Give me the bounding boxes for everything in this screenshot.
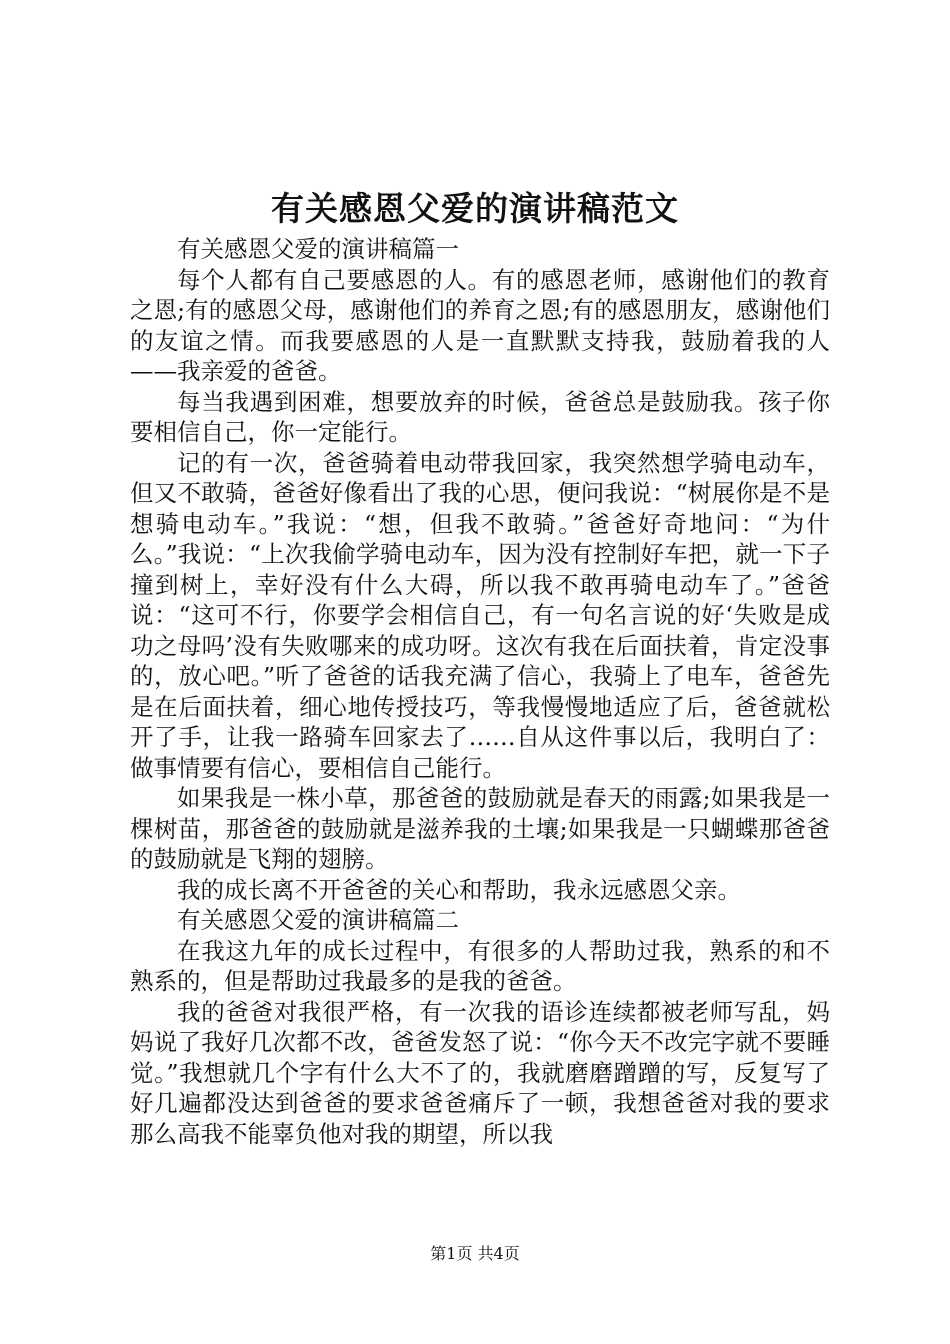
paragraph: 我的成长离不开爸爸的关心和帮助，我永远感恩父亲。 (177, 875, 741, 904)
paragraph: 我的爸爸对我很严格，有一次我的语诊连续都被老师写乱，妈妈说了我好几次都不改，爸爸发怒了说：“你今天不改完字就不要睡觉。”我想就几个字有什么大不了的，我就磨磨蹭蹭的写，反复写了好几遍都没达到爸爸的要求爸爸痛斥了一顿，我想爸爸对我的要求那么高我不能辜负他对我的期望，所以我 (130, 997, 830, 1148)
document-title: 有关感恩父爱的演讲稿范文 (271, 189, 679, 228)
paragraph: 如果我是一株小草，那爸爸的鼓励就是春天的雨露;如果我是一棵树苗，那爸爸的鼓励就是滋养我的土壤;如果我是一只蝴蝶那爸爸的鼓励就是飞翔的翅膀。 (130, 784, 830, 873)
paragraph: 在我这九年的成长过程中，有很多的人帮助过我，熟系的和不熟系的，但是帮助过我最多的是我的爸爸。 (130, 936, 830, 995)
section-heading-2: 有关感恩父爱的演讲稿篇二 (177, 906, 459, 934)
paragraph: 每个人都有自己要感恩的人。有的感恩老师，感谢他们的教育之恩;有的感恩父母，感谢他们的养育之恩;有的感恩朋友，感谢他们的友谊之情。而我要感恩的人是一直默默支持我，鼓励着我的人——我亲爱的爸爸。 (130, 265, 830, 385)
paragraph: 每当我遇到困难，想要放弃的时候，爸爸总是鼓励我。孩子你要相信自己，你一定能行。 (130, 387, 830, 446)
section-heading-1: 有关感恩父爱的演讲稿篇一 (177, 235, 459, 263)
page-footer: 第1页 共4页 (430, 1244, 520, 1263)
document-body (130, 234, 830, 1149)
paragraph: 记的有一次，爸爸骑着电动带我回家，我突然想学骑电动车，但又不敢骑，爸爸好像看出了我的心思，便问我说：“树展你是不是想骑电动车。”我说：“想，但我不敢骑。”爸爸好奇地问：“为什么。”我说：“上次我偷学骑电动车，因为没有控制好车把，就一下子撞到树上，幸好没有什么大碍，所以我不敢再骑电动车了。”爸爸说：“这可不行，你要学会相信自己，有一句名言说的好‘失败是成功之母吗’没有失败哪来的成功呀。这次有我在后面扶着，肯定没事的，放心吧。”听了爸爸的话我充满了信心，我骑上了电车，爸爸先是在后面扶着，细心地传授技巧，等我慢慢地适应了后，爸爸就松开了手，让我一路骑车回家去了……自从这件事以后，我明白了：做事情要有信心，要相信自己能行。 (130, 448, 830, 782)
